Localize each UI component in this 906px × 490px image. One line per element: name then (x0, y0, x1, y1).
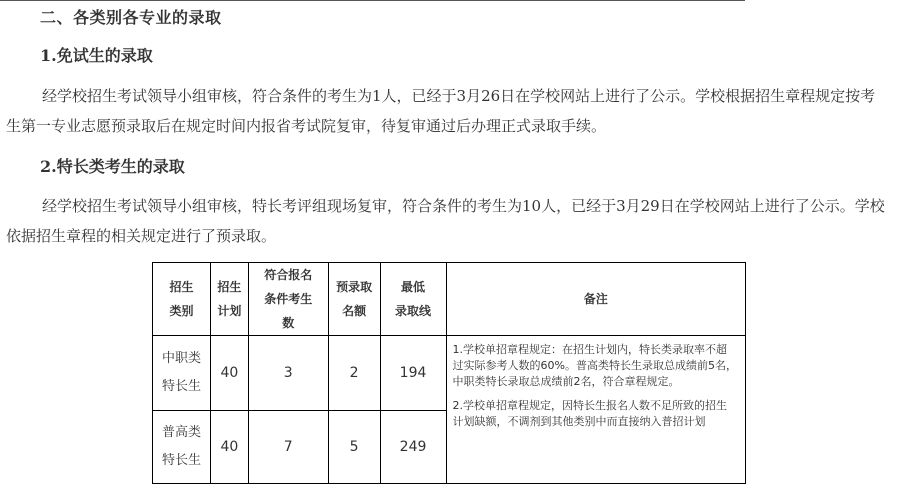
remark-item: 1.学校单招章程规定：在招生计划内，特长类录取率不超过实际参考人数的60%。普高类特长生录取总成绩前5名，中职类特长录取总成绩前2名，符合章程规定。 (452, 343, 737, 388)
part2-title: 2.特长类考生的录取 (40, 157, 185, 176)
row-min-score: 194 (380, 336, 446, 411)
header-eligible: 符合报名 条件考生 数 (248, 263, 328, 336)
part2-paragraph: 经学校招生考试领导小组审核，特长考评组现场复审，符合条件的考生为10人，已经于3月29日在学校网站上进行了公示。学校依据招生章程的相关规定进行了预录取。 (6, 197, 885, 245)
row-min-score: 249 (380, 411, 446, 484)
header-min-score: 最低 录取线 (380, 263, 446, 336)
row-category: 中职类 特长生 (153, 336, 211, 411)
table-row (153, 336, 746, 411)
part1-title: 1.免试生的录取 (40, 46, 153, 65)
section-title: 二、各类别各专业的录取 (40, 8, 222, 27)
remark-item: 2.学校单招章程规定，因特长生报名人数不足所致的招生计划缺额，不调剂到其他类别中而直接纳入普招计划 (452, 399, 727, 428)
remark-cell (446, 336, 746, 484)
row-category: 普高类 特长生 (153, 411, 211, 484)
header-plan: 招生 计划 (210, 263, 248, 336)
row-pre-admit: 5 (328, 411, 380, 484)
header-remark: 备注 (446, 263, 746, 336)
top-divider (0, 0, 745, 1)
header-category: 招生 类别 (153, 263, 211, 336)
row-plan: 40 (210, 411, 248, 484)
table-header-row (153, 263, 746, 336)
part1-paragraph: 经学校招生考试领导小组审核，符合条件的考生为1人，已经于3月26日在学校网站上进行了公示。学校根据招生章程规定按考生第一专业志愿预录取后在规定时间内报省考试院复审，待复审通过后办理正式录取手续。 (6, 87, 876, 135)
row-eligible: 7 (248, 411, 328, 484)
header-pre-admit: 预录取 名额 (328, 263, 380, 336)
admission-table (152, 262, 746, 484)
row-pre-admit: 2 (328, 336, 380, 411)
row-plan: 40 (210, 336, 248, 411)
row-eligible: 3 (248, 336, 328, 411)
